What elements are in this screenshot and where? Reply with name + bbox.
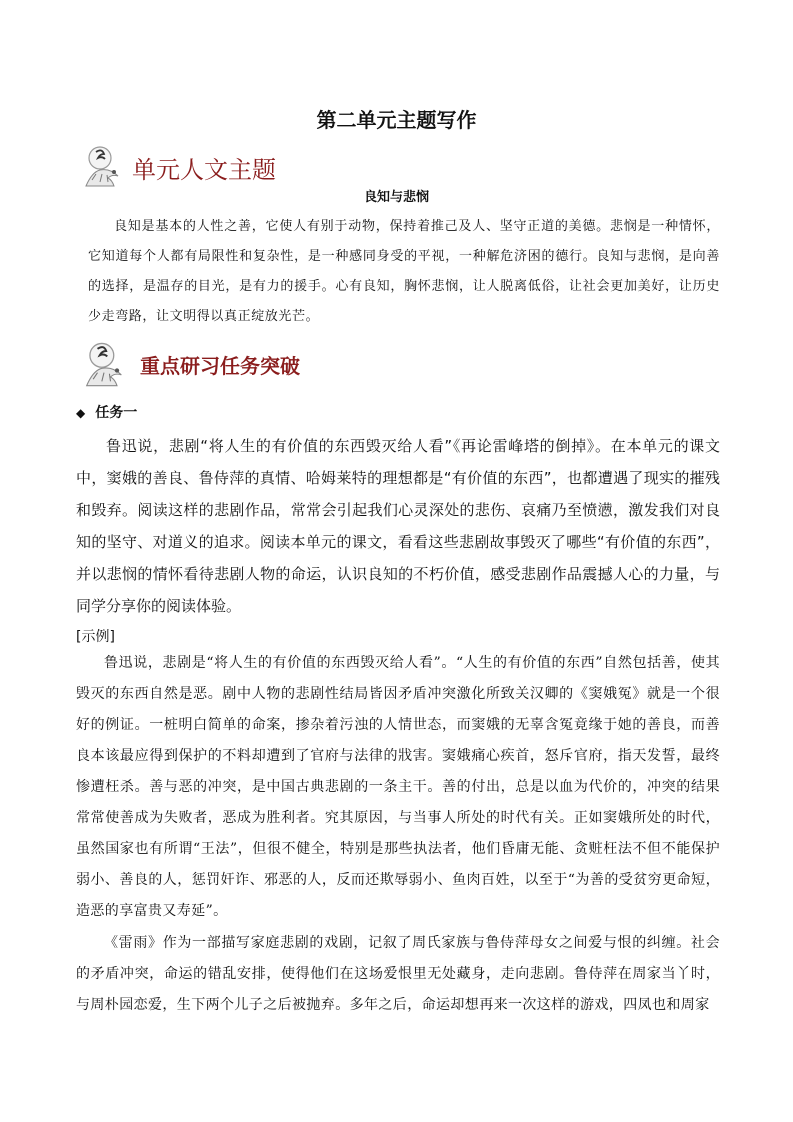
crane-emblem-icon: [78, 142, 126, 190]
example-paragraph: 鲁迅说，悲剧是“将人生的有价值的东西毁灭给人看”。“人生的有价值的东西”自然包括善，使其毁灭的东西自然是恶。剧中人物的悲剧性结局皆因矛盾冲突激化所致关汉卿的《窦娥冤》就是一个很好的例证。一桩明白简单的命案，掺杂着污浊的人情世态，而窦娥的无辜含冤竟缘于她的善良，而善良本该最应得到保护的不料却遭到了官府与法律的戕害。窦娥痛心疾首，怒斥官府，指天发誓，最终惨遭枉杀。善与恶的冲突，是中国古典悲剧的一条主干。善的付出，总是以血为代价的，冲突的结果常常使善成为失败者，恶成为胜利者。究其原因，与当事人所处的时代有关。正如窦娥所处的时代，虽然国家也有所谓“王法”，但很不健全，特别是那些执法者，他们昏庸无能、贪赃枉法不但不能保护弱小、善良的人，惩罚奸诈、邪恶的人，反而还欺辱弱小、鱼肉百姓，以至于“为善的受贫穷更命短，造恶的享富贵又寿延”。: [76, 655, 720, 919]
example-tag: [示例]: [76, 629, 115, 645]
diamond-bullet-icon: ◆: [76, 406, 86, 420]
page-title: 第二单元主题写作: [316, 108, 477, 132]
task-label: [76, 402, 137, 422]
example-paragraph: 《雷雨》作为一部描写家庭悲剧的戏剧，记叙了周氏家族与鲁侍萍母女之间爱与恨的纠缠。社会的矛盾冲突，命运的错乱安排，使得他们在这场爱恨里无处藏身，走向悲剧。鲁侍萍在周家当丫时，与周朴园恋爱，生下两个儿子之后被抛弃。多年之后，命运却想再来一次这样的游戏，四凤也和周家: [76, 935, 720, 1013]
section-heading: 重点研习任务突破: [140, 354, 300, 378]
crane-emblem-icon: [78, 338, 126, 386]
section-header-tasks: [78, 338, 718, 394]
section-heading: 单元人文主题: [132, 156, 276, 184]
task-body: 鲁迅说，悲剧“将人生的有价值的东西毁灭给人看”《再论雷峰塔的倒掉》。在本单元的课文中，窦娥的善良、鲁侍萍的真情、哈姆莱特的理想都是“有价值的东西”，也都遭遇了现实的摧残和毁弃。阅读这样的悲剧作品，常常会引起我们心灵深处的悲伤、哀痛乃至愤懑，激发我们对良知的坚守、对道义的追求。阅读本单元的课文，看看这些悲剧故事毁灭了哪些“有价值的东西”，并以悲悯的情怀看待悲剧人物的命运，认识良知的不朽价值，感受悲剧作品震撼人心的力量，与同学分享你的阅读体验。: [76, 437, 720, 615]
theme-subtitle: 良知与悲悯: [363, 190, 429, 205]
task-title: 任务一: [95, 405, 138, 421]
intro-paragraph: 良知是基本的人性之善，它使人有别于动物，保持着推己及人、坚守正道的美德。悲悯是一种情怀，它知道每个人都有局限性和复杂性，是一种感同身受的平视，一种解危济困的德行。良知与悲悯，是向善的选择，是温存的目光，是有力的援手。心有良知，胸怀悲悯，让人脱离低俗，让社会更加美好，让历史少走弯路，让文明得以真正绽放光芒。: [88, 219, 720, 324]
